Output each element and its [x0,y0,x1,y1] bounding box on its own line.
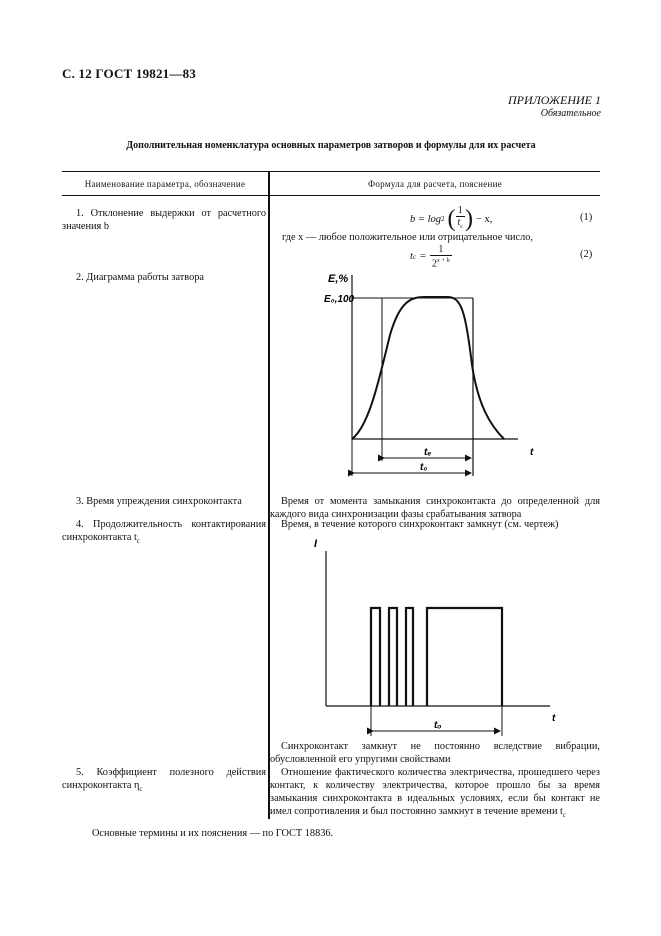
row-4-name: 4. Продолжительность контактирования синхроконтакта $t_c$ [62,519,266,546]
row-5-name: 5. Коэффициент полезного действия синхроконтакта $\eta_c$ [62,767,266,794]
x-axis-label: t [552,713,556,724]
appendix-status: Обязательное [540,108,601,119]
table-header-rule [62,195,600,196]
appendix-label [508,93,601,121]
contact-pulses [371,608,502,706]
formula-1: b = log 2 ( 1 $t_c$ ) − x, [410,205,493,232]
y-axis-label: I [314,538,318,550]
document-title: Дополнительная номенклатура основных параметров затворов и формулы для их расчета [126,140,536,151]
equation-number-1: (1) [580,212,593,223]
row-5-description: Отношение фактического количества электричества, прошедшего через контакт, к количеству электричества, которое прошло бы за время замыкания синхроконтакта в идеальных условиях, если бы контакт не имел сопротивления и был постоянно замкнут в течение времени $t_c$ [270,767,600,820]
tc-label: tₒ [434,720,442,731]
formula-2-fraction: $\frac{1}{2^{x + b}}$ [431,244,450,270]
exposure-curve [352,297,504,439]
table-top-rule [62,171,600,172]
te-label: tₑ [424,447,432,458]
sync-contact-diagram [300,533,580,743]
row-1-name: 1. Отклонение выдержки от расчетного значения b [62,208,266,232]
column-header-formula: Формула для расчета, пояснение [367,179,503,189]
formula-2: t c = $\frac{1}{2^{x + b}}$ [410,244,450,270]
x-axis-label: t [530,447,534,458]
vibration-note: Синхроконтакт замкнут не постоянно вследствие вибрации, обусловленной его упругими свойствами [270,741,600,765]
appendix-title: ПРИЛОЖЕНИЕ 1 [508,93,601,107]
page-header: С. 12 ГОСТ 19821—83 [62,66,196,81]
row-2-name: 2. Диаграмма работы затвора [76,272,204,283]
level-label: E₀,100 [324,294,355,305]
shutter-diagram [300,265,550,480]
row-3-name: 3. Время упреждения синхроконтакта [76,496,242,507]
column-header-name: Наименование параметра, обозначение [84,179,246,189]
row-4-description: Время, в течение которого синхроконтакт замкнут (см. чертеж) [281,519,559,530]
formula-1-fraction: 1 $t_c$ [456,205,465,233]
row-3-description: Время от момента замыкания синхроконтакта до определенной для каждого вида синхронизации фазы срабатывания затвора [270,496,600,520]
footer-note: Основные термины и их пояснения — по ГОСТ 18836. [92,828,334,839]
t0-label: t₀ [420,462,428,473]
equation-number-2: (2) [580,249,593,260]
y-axis-label: E,% [328,273,349,285]
formula-where-text: где x — любое положительное или отрицательное число, [282,232,533,243]
